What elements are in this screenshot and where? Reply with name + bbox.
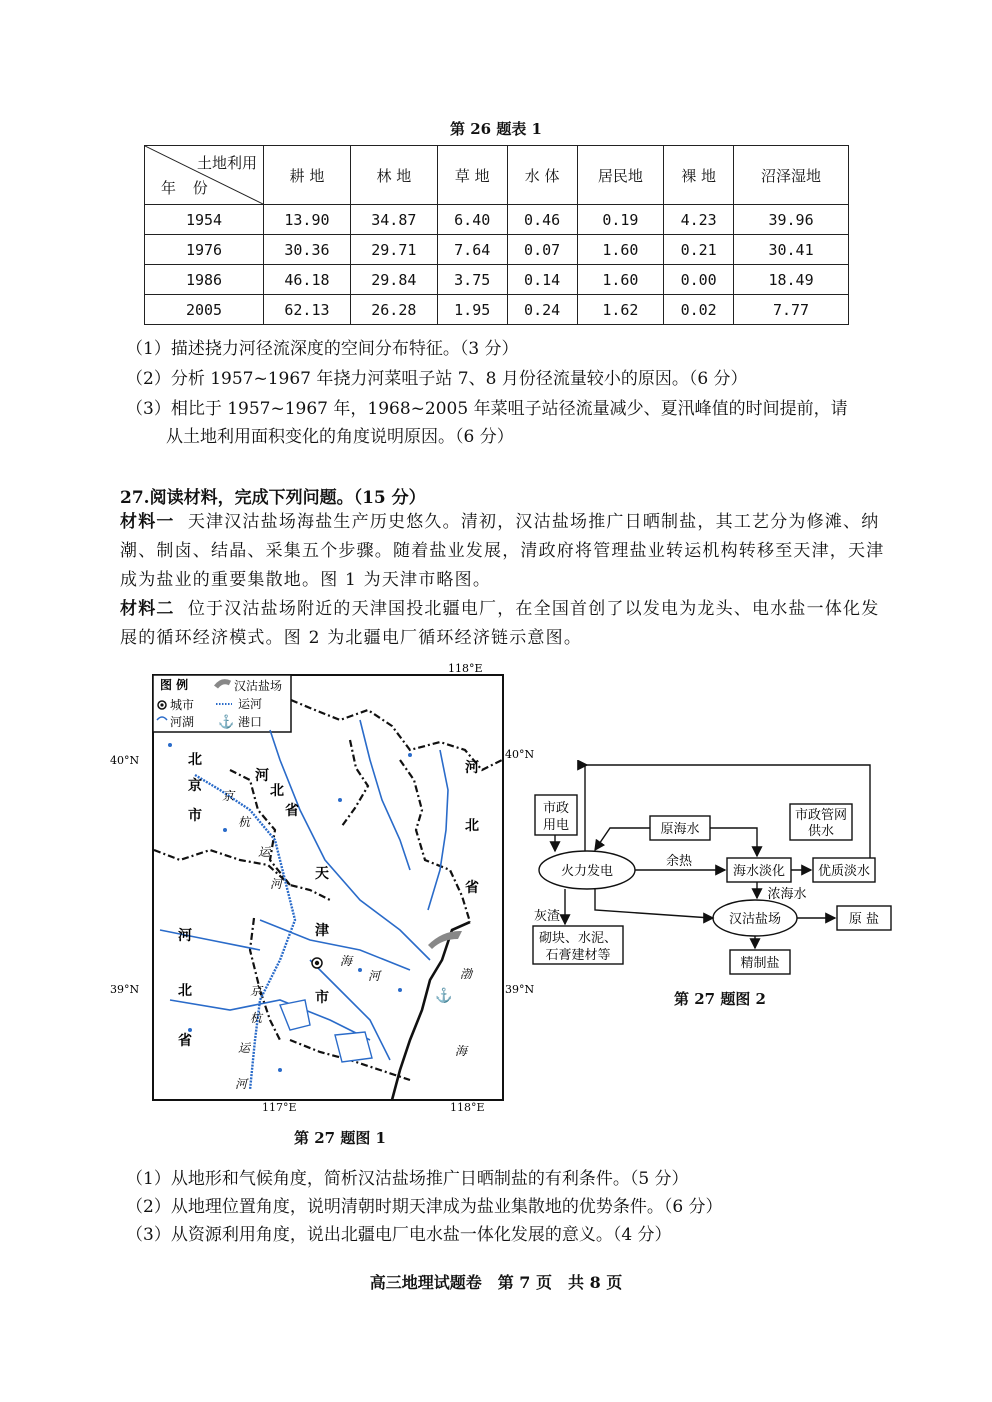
value-cell: 7.77 (734, 295, 849, 325)
node-city-power-2: 用电 (542, 818, 570, 833)
value-cell: 1.60 (577, 265, 664, 295)
value-cell: 34.87 (350, 205, 437, 235)
node-building-1: 砌块、水泥、 (538, 931, 618, 946)
edge-waste-heat: 余热 (665, 854, 693, 869)
material-2-label: 材料二 (120, 599, 175, 619)
beijiang-flow-diagram (525, 760, 905, 985)
column-header: 沼泽湿地 (734, 146, 849, 205)
year-cell: 1954 (145, 205, 264, 235)
value-cell: 4.23 (664, 205, 734, 235)
value-cell: 1.95 (437, 295, 507, 325)
column-header: 裸 地 (664, 146, 734, 205)
q27-item-3: （3）从资源利用角度，说出北疆电厂电水盐一体化发展的意义。（4 分） (126, 1225, 672, 1245)
label-canal-1: 京 (222, 789, 235, 803)
label-bohai-1: 渤 (460, 967, 473, 981)
q27-item-1: （1）从地形和气候角度，简析汉沽盐场推广日晒制盐的有利条件。（5 分） (126, 1169, 689, 1189)
label-hebei-top-3: 省 (285, 803, 299, 819)
label-tianjin-1: 天 (315, 866, 329, 882)
anchor-icon: ⚓ (218, 715, 235, 730)
column-header: 居民地 (577, 146, 664, 205)
value-cell: 0.00 (664, 265, 734, 295)
label-beijing-1: 北 (188, 752, 202, 768)
q26-item-2: （2）分析 1957~1967 年挠力河菜咀子站 7、8 月份径流量较小的原因。（6 分） (126, 369, 748, 389)
value-cell: 0.21 (664, 235, 734, 265)
label-beijing-3: 市 (188, 808, 202, 824)
column-header: 水 体 (507, 146, 577, 205)
column-header: 草 地 (437, 146, 507, 205)
value-cell: 0.14 (507, 265, 577, 295)
label-hebei-left-3: 省 (178, 1033, 192, 1049)
page-footer: 高三地理试题卷 第 7 页 共 8 页 (369, 1273, 623, 1292)
label-hebei-top-1: 河 (255, 768, 269, 784)
legend-salt-field: 汉沽盐场 (234, 679, 283, 693)
label-canal-2: 杭 (238, 815, 251, 829)
land-use-table (144, 145, 849, 325)
value-cell: 0.46 (507, 205, 577, 235)
value-cell: 62.13 (264, 295, 351, 325)
value-cell: 39.96 (734, 205, 849, 235)
q27-item-2: （2）从地理位置角度，说明清朝时期天津成为盐业集散地的优势条件。（6 分） (126, 1197, 723, 1217)
coord-118e-label: 118°E (450, 1101, 485, 1114)
value-cell: 6.40 (437, 205, 507, 235)
corner-top-label: 土地利用 (196, 154, 257, 172)
node-hangu: 汉沽盐场 (728, 912, 782, 927)
node-raw-seawater: 原海水 (660, 822, 700, 837)
table-row (145, 295, 849, 325)
table-row (145, 205, 849, 235)
column-header: 耕 地 (264, 146, 351, 205)
map-caption: 第 27 题图 1 (294, 1129, 386, 1147)
value-cell: 0.19 (577, 205, 664, 235)
coord-39n-left: 39°N (110, 983, 140, 996)
legend-title: 图 例 (160, 678, 189, 692)
map-frame (153, 675, 503, 1100)
port-anchor-icon: ⚓ (435, 988, 453, 1004)
value-cell: 26.28 (350, 295, 437, 325)
year-cell: 1986 (145, 265, 264, 295)
value-cell: 1.60 (577, 235, 664, 265)
label-canal-4: 河 (270, 877, 283, 891)
coord-40n-right: 40°N (505, 748, 535, 761)
table-header-row (145, 146, 849, 205)
label-hebei-left-2: 北 (178, 983, 192, 999)
value-cell: 1.62 (577, 295, 664, 325)
coord-39n-right: 39°N (505, 983, 535, 996)
label-hebei-right-3: 省 (465, 880, 479, 896)
legend-city: 城市 (170, 698, 195, 712)
tianjin-map (110, 660, 540, 1105)
label-hebei-right-1: 河 (465, 760, 479, 776)
year-cell: 2005 (145, 295, 264, 325)
flow-caption: 第 27 题图 2 (674, 990, 766, 1008)
label-canal2-1: 京 (250, 984, 263, 998)
value-cell: 13.90 (264, 205, 351, 235)
material-1-label: 材料一 (120, 512, 175, 532)
q26-item-3-cont: 从土地利用面积变化的角度说明原因。（6 分） (166, 427, 514, 447)
node-city-water-2: 供水 (807, 824, 835, 839)
node-thermal: 火力发电 (560, 864, 614, 879)
legend-canal: 运河 (238, 697, 263, 711)
value-cell: 30.36 (264, 235, 351, 265)
value-cell: 0.24 (507, 295, 577, 325)
table-caption: 第 26 题表 1 (450, 120, 542, 138)
table-row (145, 235, 849, 265)
value-cell: 46.18 (264, 265, 351, 295)
label-tianjin-2: 津 (315, 923, 329, 939)
edge-ash: 灰渣 (533, 909, 561, 924)
label-haihe-1: 海 (340, 954, 353, 968)
label-canal-3: 运 (258, 845, 271, 859)
value-cell: 0.07 (507, 235, 577, 265)
value-cell: 7.64 (437, 235, 507, 265)
material-2 (120, 595, 890, 653)
label-canal2-2: 杭 (250, 1011, 263, 1025)
label-haihe-2: 河 (368, 969, 381, 983)
q26-item-1: （1）描述挠力河径流深度的空间分布特征。（3 分） (126, 339, 519, 359)
label-beijing-2: 京 (188, 778, 202, 794)
value-cell: 3.75 (437, 265, 507, 295)
value-cell: 30.41 (734, 235, 849, 265)
label-hebei-top-2: 北 (270, 783, 284, 799)
coord-40n-left: 40°N (110, 754, 140, 767)
label-hebei-left-1: 河 (178, 928, 192, 944)
material-1-text: 天津汉沽盐场海盐生产历史悠久。清初，汉沽盐场推广日晒制盐，其工艺分为修滩、纳潮、制卤、结晶、采集五个步骤。随着盐业发展，清政府将管理盐业转运机构转移至天津，天津成为盐业的重要集散地。图 1 为天津市略图。 (120, 512, 885, 590)
coord-118e-top: 118°E (448, 662, 483, 675)
node-city-water-1: 市政管网 (794, 808, 848, 823)
node-city-power-1: 市政 (542, 801, 570, 816)
table-row (145, 265, 849, 295)
legend-port: 港口 (238, 715, 263, 729)
material-2-text: 位于汉沽盐场附近的天津国投北疆电厂，在全国首创了以发电为龙头、电水盐一体化发展的循环经济模式。图 2 为北疆电厂循环经济链示意图。 (120, 599, 880, 648)
table-corner-cell (145, 146, 264, 205)
corner-bottom-label: 年 份 (161, 179, 214, 197)
value-cell: 29.84 (350, 265, 437, 295)
value-cell: 0.02 (664, 295, 734, 325)
label-hebei-right-2: 北 (465, 818, 479, 834)
year-cell: 1976 (145, 235, 264, 265)
column-header: 林 地 (350, 146, 437, 205)
value-cell: 29.71 (350, 235, 437, 265)
label-canal2-3: 运 (238, 1041, 251, 1055)
node-raw-salt: 原 盐 (848, 912, 880, 927)
material-1 (120, 508, 890, 595)
label-canal2-4: 河 (235, 1077, 248, 1091)
lake (335, 1032, 372, 1062)
node-fresh: 优质淡水 (817, 864, 871, 879)
label-tianjin-3: 市 (315, 990, 329, 1006)
edge-brine: 浓海水 (767, 887, 807, 902)
coord-117e-label: 117°E (262, 1101, 297, 1114)
node-building-2: 石膏建材等 (545, 948, 611, 963)
q26-item-3: （3）相比于 1957~1967 年，1968~2005 年菜咀子站径流量减少、夏汛峰值的时间提前，请 (126, 399, 848, 419)
node-desal: 海水淡化 (732, 864, 786, 879)
node-refined: 精制盐 (740, 956, 780, 971)
label-bohai-2: 海 (455, 1044, 468, 1058)
q27-heading: 27.阅读材料，完成下列问题。（15 分） (120, 488, 426, 508)
legend-river-lake: 河湖 (170, 715, 195, 729)
value-cell: 18.49 (734, 265, 849, 295)
